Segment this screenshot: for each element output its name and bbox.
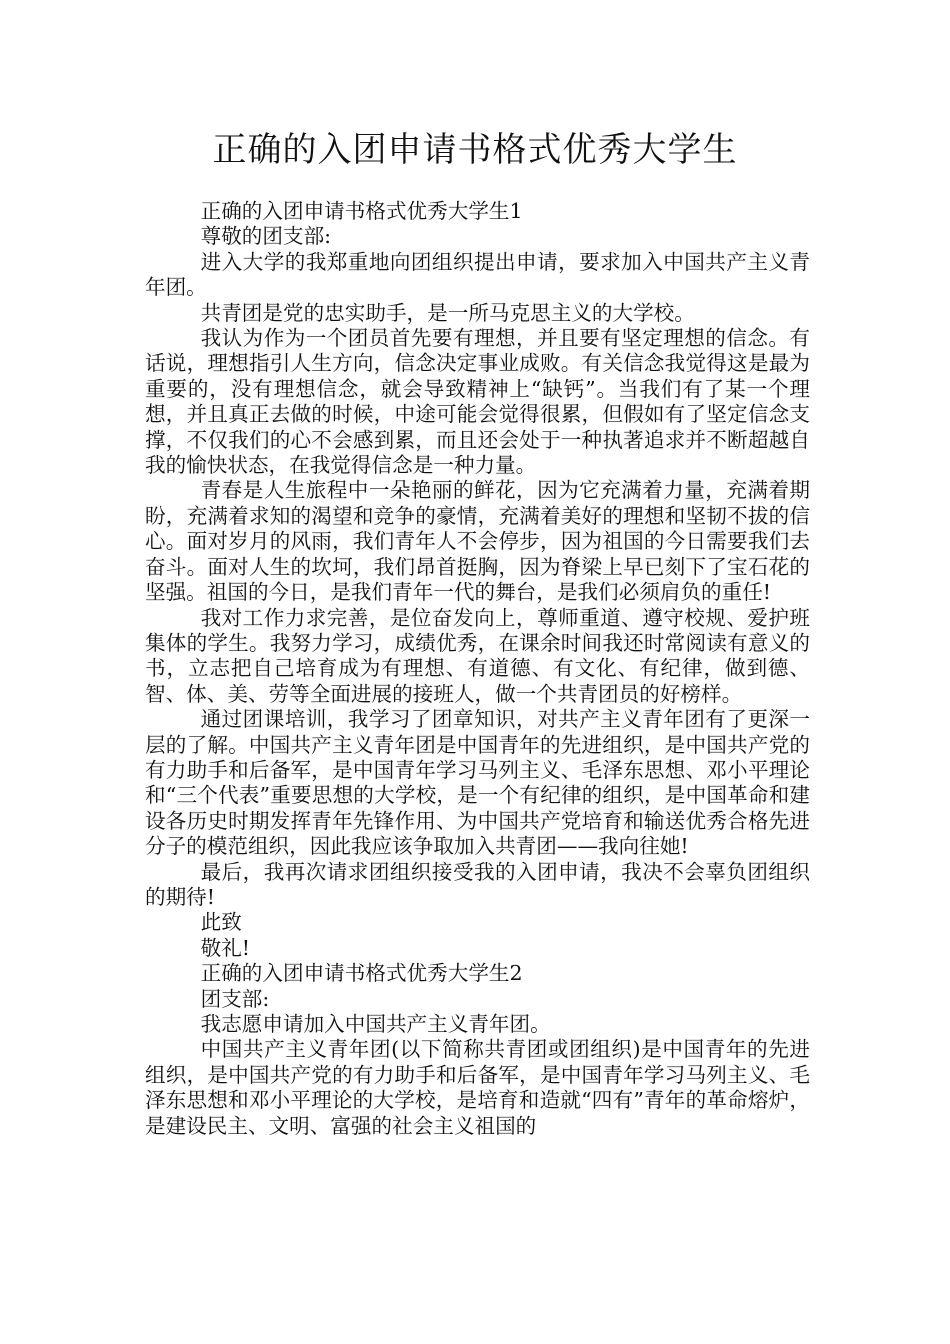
paragraph: 我认为作为一个团员首先要有理想，并且要有坚定理想的信念。有话说，理想指引人生方向，信念决定事业成败。有关信念我觉得这是最为重要的，没有理想信念，就会导致精神上“缺钙”。当我们有了某一个理想，并且真正去做的时候，中途可能会觉得很累，但假如有了坚定信念支撑，不仅我们的心不会感到累，而且还会处于一种执著追求并不断超越自我的愉快状态，在我觉得信念是一种力量。 [145, 326, 810, 478]
paragraph: 最后，我再次请求团组织接受我的入团申请，我决不会辜负团组织的期待! [145, 859, 810, 909]
paragraph-salutation-1: 尊敬的团支部: [200, 224, 332, 249]
paragraph: 共青团是党的忠实助手，是一所马克思主义的大学校。 [200, 300, 695, 325]
document-title: 正确的入团申请书格式优秀大学生 [212, 130, 738, 170]
closing-salute: 敬礼! [200, 935, 251, 960]
paragraph-heading-1: 正确的入团申请书格式优秀大学生1 [200, 199, 523, 223]
paragraph-salutation-2: 团支部: [200, 986, 270, 1011]
paragraph: 我对工作力求完善，是位奋发向上，尊师重道、遵守校规、爱护班集体的学生。我努力学习，成绩优秀，在课余时间我还时常阅读有意义的书，立志把自己培育成为有理想、有道德、有文化、有纪律，做到德、智、体、美、劳等全面进展的接班人，做一个共青团员的好榜样。 [145, 605, 810, 706]
closing-line: 此致 [200, 910, 242, 935]
paragraph: 进入大学的我郑重地向团组织提出申请，要求加入中国共产主义青年团。 [145, 249, 810, 300]
paragraph-heading-2: 正确的入团申请书格式优秀大学生2 [200, 961, 523, 986]
paragraph: 中国共产主义青年团(以下简称共青团或团组织)是中国青年的先进组织，是中国共产党的有力助手和后备军，是中国青年学习马列主义、毛泽东思想和邓小平理论的大学校，是培育和造就“四有”青年的革命熔炉，是建设民主、文明、富强的社会主义祖国的 [145, 1037, 810, 1138]
paragraph: 我志愿申请加入中国共产主义青年团。 [200, 1012, 551, 1036]
paragraph: 青春是人生旅程中一朵艳丽的鲜花，因为它充满着力量，充满着期盼，充满着求知的渴望和竞争的豪情，充满着美好的理想和坚韧不拔的信心。面对岁月的风雨，我们青年人不会停步，因为祖国的今日需要我们去奋斗。面对人生的坎坷，我们昂首挺胸，因为脊梁上早已刻下了宝石花的坚强。祖国的今日，是我们青年一代的舞台，是我们必须肩负的重任! [145, 478, 810, 605]
document-body [145, 199, 810, 1139]
paragraph: 通过团课培训，我学习了团章知识，对共产主义青年团有了更深一层的了解。中国共产主义青年团是中国青年的先进组织，是中国共产党的有力助手和后备军，是中国青年学习马列主义、毛泽东思想、邓小平理论和“三个代表”重要思想的大学校，是一个有纪律的组织，是中国革命和建设各历史时期发挥青年先锋作用、为中国共产党培育和输送优秀合格先进分子的模范组织，因此我应该争取加入共青团——我向往她! [145, 707, 810, 859]
